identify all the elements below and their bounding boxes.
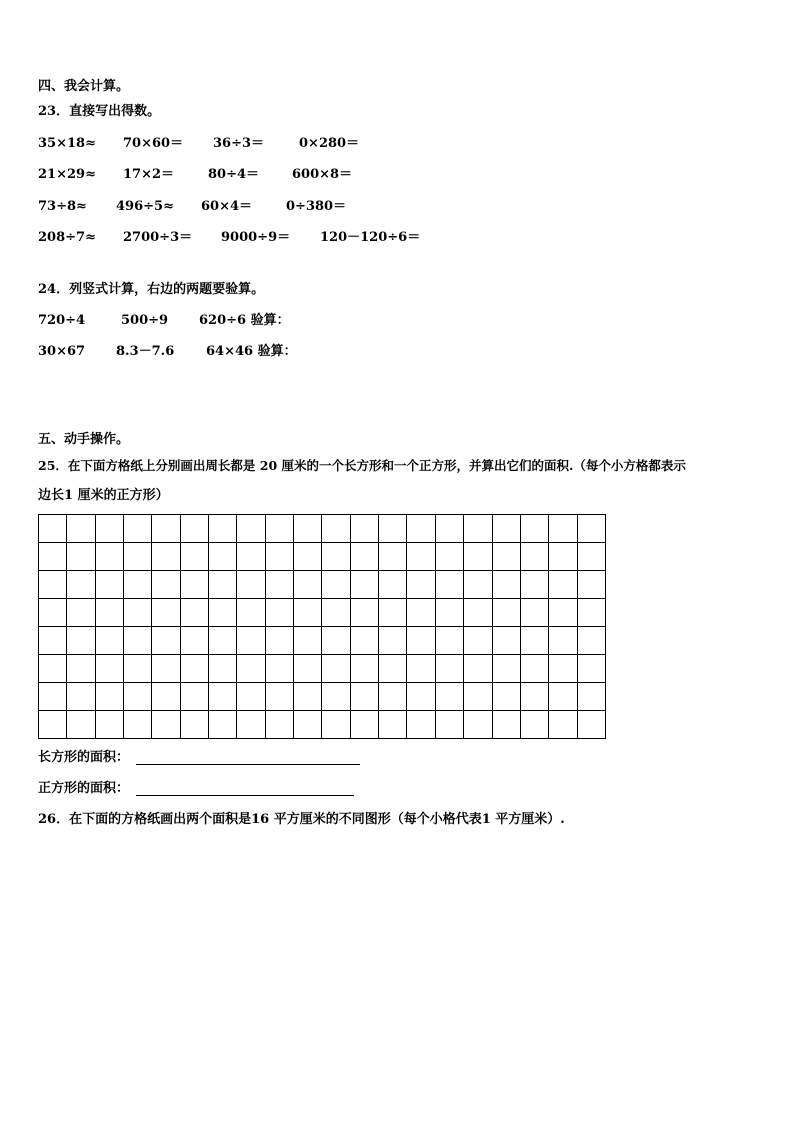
grid-cell[interactable] [209, 543, 237, 571]
grid-cell[interactable] [67, 683, 95, 711]
grid-cell[interactable] [152, 599, 180, 627]
grid-row [39, 683, 606, 711]
grid-cell[interactable] [350, 711, 378, 739]
q23-item: 208÷7≈ [38, 230, 96, 245]
grid-cell[interactable] [379, 655, 407, 683]
grid-cell[interactable] [124, 683, 152, 711]
grid-row [39, 515, 606, 543]
grid-cell[interactable] [209, 515, 237, 543]
grid-cell[interactable] [464, 599, 492, 627]
grid-cell[interactable] [435, 683, 463, 711]
grid-cell[interactable] [67, 655, 95, 683]
grid-cell[interactable] [67, 543, 95, 571]
grid-cell[interactable] [435, 543, 463, 571]
grid-cell[interactable] [237, 655, 265, 683]
grid-cell[interactable] [577, 543, 605, 571]
grid-cell[interactable] [294, 599, 322, 627]
grid-cell[interactable] [379, 571, 407, 599]
grid-cell[interactable] [180, 543, 208, 571]
square-area-label: 正方形的面积： [38, 781, 130, 796]
q24-item: 30×67 [38, 344, 86, 359]
grid-cell[interactable] [95, 599, 123, 627]
grid-cell[interactable] [577, 571, 605, 599]
grid-row [39, 571, 606, 599]
grid-cell[interactable] [520, 711, 548, 739]
q25-text-line1: 25．在下面方格纸上分别画出周长都是 20 厘米的一个长方形和一个正方形，并算出它们的面积.（每个小方格都表示 [38, 458, 686, 473]
grid-cell[interactable] [67, 627, 95, 655]
grid-cell[interactable] [350, 571, 378, 599]
grid-cell[interactable] [435, 571, 463, 599]
grid-cell[interactable] [577, 711, 605, 739]
grid-cell[interactable] [379, 627, 407, 655]
grid-cell[interactable] [492, 599, 520, 627]
grid-cell[interactable] [492, 627, 520, 655]
grid-cell[interactable] [152, 683, 180, 711]
grid-cell[interactable] [350, 515, 378, 543]
q24-item: 8.3－7.6 [116, 344, 175, 359]
grid-cell[interactable] [152, 515, 180, 543]
grid-cell[interactable] [379, 515, 407, 543]
grid-cell[interactable] [237, 599, 265, 627]
q24-item: 500÷9 [121, 313, 169, 328]
grid-cell[interactable] [152, 711, 180, 739]
graph-paper-grid [38, 514, 606, 739]
grid-cell[interactable] [294, 683, 322, 711]
q23-item: 35×18≈ [38, 136, 96, 151]
grid-cell[interactable] [180, 599, 208, 627]
section4-title: 四、我会计算。 [38, 79, 130, 94]
grid-cell[interactable] [67, 711, 95, 739]
grid-cell[interactable] [322, 515, 350, 543]
q23-item: 0×280＝ [299, 136, 360, 151]
grid-cell[interactable] [464, 515, 492, 543]
grid-cell[interactable] [435, 599, 463, 627]
grid-cell[interactable] [180, 571, 208, 599]
q23-item: 21×29≈ [38, 167, 96, 182]
grid-cell[interactable] [464, 627, 492, 655]
grid-cell[interactable] [464, 571, 492, 599]
grid-cell[interactable] [492, 711, 520, 739]
grid-cell[interactable] [152, 627, 180, 655]
grid-cell[interactable] [294, 655, 322, 683]
grid-cell[interactable] [39, 683, 67, 711]
grid-cell[interactable] [549, 655, 577, 683]
grid-cell[interactable] [95, 711, 123, 739]
grid-cell[interactable] [237, 515, 265, 543]
grid-cell[interactable] [209, 683, 237, 711]
grid-cell[interactable] [492, 515, 520, 543]
grid-cell[interactable] [549, 711, 577, 739]
grid-cell[interactable] [520, 515, 548, 543]
grid-cell[interactable] [124, 655, 152, 683]
grid-row [39, 655, 606, 683]
grid-cell[interactable] [265, 711, 293, 739]
grid-cell[interactable] [67, 599, 95, 627]
grid-cell[interactable] [124, 515, 152, 543]
grid-cell[interactable] [95, 683, 123, 711]
grid-cell[interactable] [39, 543, 67, 571]
grid-cell[interactable] [520, 627, 548, 655]
q24-title: 24．列竖式计算，右边的两题要验算。 [38, 282, 265, 297]
grid-cell[interactable] [124, 599, 152, 627]
grid-cell[interactable] [322, 627, 350, 655]
grid-cell[interactable] [549, 571, 577, 599]
grid-cell[interactable] [124, 571, 152, 599]
grid-cell[interactable] [492, 683, 520, 711]
q23-item: 73÷8≈ [38, 199, 87, 214]
grid-cell[interactable] [577, 683, 605, 711]
grid-cell[interactable] [407, 655, 435, 683]
grid-cell[interactable] [492, 571, 520, 599]
grid-cell[interactable] [520, 599, 548, 627]
grid-cell[interactable] [237, 571, 265, 599]
grid-cell[interactable] [180, 627, 208, 655]
grid-cell[interactable] [520, 683, 548, 711]
grid-cell[interactable] [549, 627, 577, 655]
grid-cell[interactable] [492, 655, 520, 683]
grid-cell[interactable] [350, 599, 378, 627]
grid-cell[interactable] [464, 711, 492, 739]
square-area-answer-line[interactable] [136, 795, 354, 796]
q23-item: 9000÷9＝ [221, 230, 291, 245]
q23-item: 70×60＝ [123, 136, 184, 151]
grid-cell[interactable] [350, 627, 378, 655]
grid-cell[interactable] [39, 627, 67, 655]
q24-item: 64×46 验算： [206, 344, 297, 359]
grid-cell[interactable] [407, 599, 435, 627]
q26-title: 26．在下面的方格纸画出两个面积是16 平方厘米的不同图形（每个小格代表1 平方厘米）. [38, 812, 565, 827]
grid-cell[interactable] [95, 655, 123, 683]
grid-cell[interactable] [209, 711, 237, 739]
grid-cell[interactable] [124, 543, 152, 571]
grid-cell[interactable] [209, 655, 237, 683]
q23-item: 2700÷3＝ [123, 230, 193, 245]
grid-cell[interactable] [237, 543, 265, 571]
grid-cell[interactable] [407, 711, 435, 739]
grid-cell[interactable] [152, 571, 180, 599]
grid-cell[interactable] [152, 655, 180, 683]
q23-item: 80÷4＝ [208, 167, 260, 182]
grid-cell[interactable] [435, 655, 463, 683]
grid-cell[interactable] [294, 515, 322, 543]
grid-cell[interactable] [435, 515, 463, 543]
grid-cell[interactable] [39, 571, 67, 599]
grid-cell[interactable] [350, 683, 378, 711]
grid-cell[interactable] [407, 543, 435, 571]
grid-cell[interactable] [549, 599, 577, 627]
section5-title: 五、动手操作。 [38, 432, 130, 447]
grid-cell[interactable] [407, 683, 435, 711]
grid-cell[interactable] [577, 655, 605, 683]
grid-row [39, 627, 606, 655]
grid-cell[interactable] [294, 571, 322, 599]
grid-cell[interactable] [180, 683, 208, 711]
grid-cell[interactable] [265, 627, 293, 655]
grid-cell[interactable] [265, 543, 293, 571]
grid-cell[interactable] [464, 543, 492, 571]
grid-cell[interactable] [294, 543, 322, 571]
q23-item: 0÷380＝ [286, 199, 347, 214]
grid-cell[interactable] [379, 683, 407, 711]
grid-cell[interactable] [322, 655, 350, 683]
q23-item: 496÷5≈ [116, 199, 174, 214]
grid-cell[interactable] [237, 683, 265, 711]
grid-cell[interactable] [265, 683, 293, 711]
grid-cell[interactable] [237, 711, 265, 739]
q23-title: 23．直接写出得数。 [38, 104, 161, 119]
grid-cell[interactable] [407, 515, 435, 543]
grid-cell[interactable] [180, 655, 208, 683]
q24-item: 620÷6 验算： [199, 313, 290, 328]
grid-cell[interactable] [180, 515, 208, 543]
grid-cell[interactable] [520, 655, 548, 683]
grid-cell[interactable] [124, 627, 152, 655]
grid-row [39, 599, 606, 627]
grid-cell[interactable] [209, 599, 237, 627]
grid-cell[interactable] [520, 543, 548, 571]
grid-cell[interactable] [124, 711, 152, 739]
grid-cell[interactable] [407, 571, 435, 599]
grid-cell[interactable] [265, 599, 293, 627]
rect-area-answer-line[interactable] [136, 764, 360, 765]
grid-cell[interactable] [322, 543, 350, 571]
grid-cell[interactable] [520, 571, 548, 599]
grid-cell[interactable] [379, 543, 407, 571]
grid-cell[interactable] [209, 571, 237, 599]
grid-cell[interactable] [549, 543, 577, 571]
grid-row [39, 543, 606, 571]
grid-cell[interactable] [95, 515, 123, 543]
grid-cell[interactable] [549, 515, 577, 543]
grid-cell[interactable] [265, 571, 293, 599]
grid-cell[interactable] [464, 655, 492, 683]
grid-cell[interactable] [322, 599, 350, 627]
grid-cell[interactable] [322, 571, 350, 599]
grid-cell[interactable] [265, 515, 293, 543]
grid-cell[interactable] [67, 571, 95, 599]
q25-text-line2: 边长1 厘米的正方形） [38, 488, 169, 503]
grid-cell[interactable] [95, 627, 123, 655]
grid-cell[interactable] [39, 655, 67, 683]
grid-cell[interactable] [464, 683, 492, 711]
grid-cell[interactable] [39, 599, 67, 627]
grid-cell[interactable] [95, 571, 123, 599]
grid-cell[interactable] [322, 711, 350, 739]
grid-cell[interactable] [350, 543, 378, 571]
grid-cell[interactable] [152, 543, 180, 571]
grid-cell[interactable] [435, 711, 463, 739]
grid-cell[interactable] [237, 627, 265, 655]
grid-cell[interactable] [294, 711, 322, 739]
grid-cell[interactable] [39, 711, 67, 739]
grid-cell[interactable] [435, 627, 463, 655]
q23-item: 17×2＝ [123, 167, 175, 182]
grid-cell[interactable] [265, 655, 293, 683]
grid-cell[interactable] [39, 515, 67, 543]
grid-cell[interactable] [379, 599, 407, 627]
grid-cell[interactable] [95, 543, 123, 571]
rect-area-label: 长方形的面积： [38, 750, 130, 765]
grid-cell[interactable] [577, 515, 605, 543]
grid-cell[interactable] [209, 627, 237, 655]
grid-cell[interactable] [350, 655, 378, 683]
grid-cell[interactable] [379, 711, 407, 739]
q23-item: 60×4＝ [201, 199, 253, 214]
grid-row [39, 711, 606, 739]
grid-cell[interactable] [577, 599, 605, 627]
grid-cell[interactable] [294, 627, 322, 655]
q24-item: 720÷4 [38, 313, 86, 328]
q23-item: 120－120÷6＝ [320, 230, 421, 245]
grid-cell[interactable] [67, 515, 95, 543]
grid-cell[interactable] [492, 543, 520, 571]
grid-cell[interactable] [549, 683, 577, 711]
q23-item: 36÷3＝ [213, 136, 265, 151]
grid-cell[interactable] [577, 627, 605, 655]
grid-cell[interactable] [322, 683, 350, 711]
grid-cell[interactable] [407, 627, 435, 655]
q23-item: 600×8＝ [292, 167, 353, 182]
grid-cell[interactable] [180, 711, 208, 739]
